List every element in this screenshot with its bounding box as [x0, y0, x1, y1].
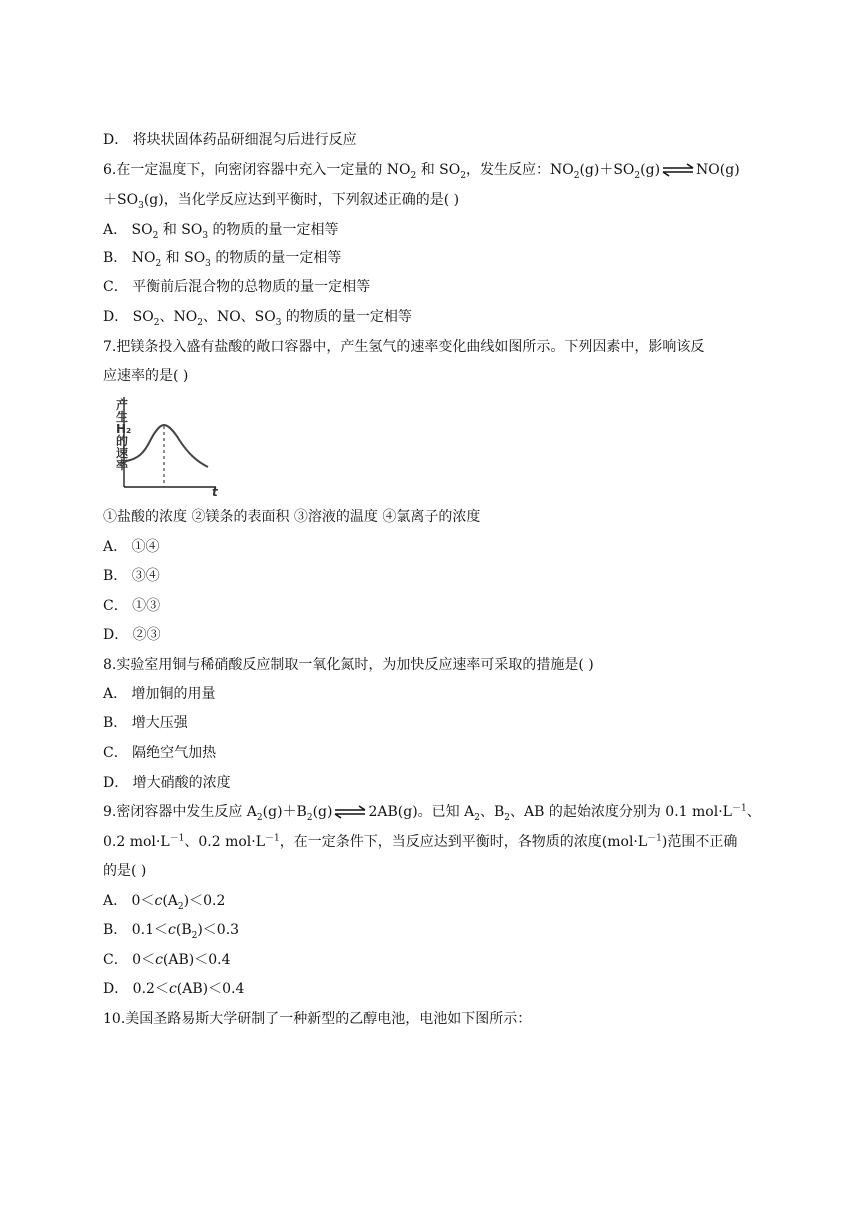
stem-text: (g) [640, 162, 661, 178]
stem-text: (g)＋SO [579, 162, 635, 178]
q8-option-b [103, 711, 800, 735]
option-text: )＜0.2 [183, 893, 226, 909]
stem-text: ，发生反应：NO [465, 162, 574, 178]
q9-stem-line3 [103, 859, 800, 883]
q9-option-d [103, 977, 800, 1001]
subscript: 3 [205, 258, 211, 269]
stem-text: 6.在一定温度下，向密闭容器中充入一定量的 NO [103, 162, 411, 178]
q6-stem-line2 [103, 188, 800, 212]
subscript: 3 [275, 317, 282, 328]
q8-option-c [103, 741, 800, 765]
stem-text: 10.美国圣路易斯大学研制了一种新型的乙醇电池，电池如下图所示： [103, 1011, 532, 1027]
stem-text: ，在一定条件下，当反应达到平衡时，各物质的浓度(mol·L [279, 834, 648, 850]
stem-text: (g)，当化学反应达到平衡时，下列叙述正确的是( ) [143, 192, 460, 208]
superscript: －1 [647, 833, 662, 844]
subscript: 2 [152, 230, 159, 241]
superscript: －1 [169, 833, 185, 844]
option-text: A． 0＜ [103, 893, 155, 909]
stem-text: 、 [746, 804, 761, 820]
q6-option-d [103, 305, 800, 329]
option-text: (AB)＜0.4 [176, 981, 245, 997]
rate-curve-figure [116, 395, 228, 501]
option-text: (B [175, 922, 192, 938]
option-text: 、NO [159, 309, 198, 325]
subscript: 2 [306, 812, 313, 823]
superscript: －1 [265, 833, 280, 844]
option-text: C． 平衡前后混合物的总物质的量一定相等 [103, 279, 371, 295]
option-text: 和 SO [158, 222, 203, 238]
q7-stem-line2 [103, 364, 800, 388]
stem-text: (g) [312, 804, 333, 820]
q9-stem-line1 [103, 800, 800, 824]
stem-text: 0.2 mol·L [103, 834, 170, 850]
option-text: 、NO、SO [202, 309, 276, 325]
q8-option-a [103, 682, 800, 706]
q7-option-d [103, 623, 800, 647]
concentration-symbol: c [154, 893, 163, 909]
stem-text: 、AB 的起始浓度分别为 0.1 mol·L [510, 804, 732, 820]
option-text: D． ②③ [103, 627, 161, 643]
stem-text: 、0.2 mol·L [184, 834, 266, 850]
option-text: 的物质的量一定相等 [281, 309, 412, 325]
option-text: D． SO [103, 309, 154, 325]
q7-factors [103, 505, 800, 529]
q7-option-a [103, 535, 800, 559]
q7-option-b [103, 564, 800, 588]
concentration-symbol: c [155, 952, 163, 968]
stem-text: ＋SO [103, 192, 139, 208]
stem-text: )范围不正确 [661, 834, 738, 850]
q9-option-b [103, 918, 800, 942]
option-text: A． ①④ [103, 539, 160, 555]
subscript: 2 [256, 812, 263, 823]
subscript: 2 [197, 317, 203, 328]
option-text: A． SO [103, 222, 153, 238]
concentration-symbol: c [168, 981, 177, 997]
q9-option-a [103, 889, 800, 913]
stem-text: 8.实验室用铜与稀硝酸反应制取一氧化氮时，为加快反应速率可采取的措施是( ) [103, 657, 594, 673]
subscript: 2 [410, 170, 417, 181]
q5-option-d [103, 128, 800, 152]
q6-option-a [103, 218, 800, 242]
q6-option-c [103, 275, 800, 299]
option-text: D． 0.2＜ [103, 981, 169, 997]
stem-text: (g)＋B [262, 804, 307, 820]
subscript: 2 [504, 812, 510, 823]
q10-stem [103, 1007, 800, 1031]
option-text: 的物质的量一定相等 [208, 222, 339, 238]
option-text: B． NO [103, 250, 156, 266]
q8-stem [103, 653, 800, 677]
stem-text: 、B [479, 804, 505, 820]
figure-x-axis-label: t [212, 485, 218, 499]
option-text: C． 0＜ [103, 952, 156, 968]
equilibrium-arrow-icon [333, 805, 367, 819]
option-text: B． ③④ [103, 568, 160, 584]
subscript: 2 [155, 258, 162, 269]
option-text: D． 将块状固体药品研细混匀后进行反应 [103, 132, 357, 148]
option-text: D． 增大硝酸的浓度 [103, 775, 231, 791]
q9-option-c [103, 948, 800, 972]
option-text: (A [162, 893, 178, 909]
factors-text: ①盐酸的浓度 ②镁条的表面积 ③溶液的温度 ④氯离子的浓度 [103, 509, 481, 525]
q7-stem-line1 [103, 335, 800, 359]
stem-text: 和 SO [416, 162, 461, 178]
subscript: 2 [177, 901, 184, 912]
option-text: B． 0.1＜ [103, 922, 169, 938]
stem-text: 7.把镁条投入盛有盐酸的敞口容器中，产生氢气的速率变化曲线如图所示。下列因素中，影响该反 [103, 339, 705, 355]
q7-option-c [103, 594, 800, 618]
q6-stem-line1 [103, 158, 800, 182]
subscript: 2 [573, 170, 580, 181]
stem-text: 的是( ) [103, 863, 147, 879]
stem-text: NO(g) [696, 162, 740, 178]
q6-option-b [103, 246, 800, 270]
option-text: 和 SO [161, 250, 206, 266]
option-text: B． 增大压强 [103, 715, 188, 731]
subscript: 3 [138, 200, 144, 211]
superscript: －1 [731, 803, 747, 814]
option-text: C． 隔绝空气加热 [103, 745, 217, 761]
concentration-symbol: c [168, 922, 176, 938]
subscript: 2 [474, 812, 480, 823]
subscript: 2 [634, 170, 641, 181]
option-text: )＜0.3 [197, 922, 240, 938]
equilibrium-arrow-icon [661, 163, 695, 177]
stem-text: 应速率的是( ) [103, 368, 189, 384]
figure-y-axis-label: 产生H₂的速率 [116, 398, 132, 472]
subscript: 2 [191, 930, 198, 941]
option-text: A． 增加铜的用量 [103, 686, 216, 702]
subscript: 2 [153, 317, 160, 328]
option-text: C． ①③ [103, 598, 161, 614]
subscript: 2 [460, 170, 466, 181]
q8-option-d [103, 771, 800, 795]
q9-stem-line2 [103, 830, 800, 854]
option-text: 的物质的量一定相等 [210, 250, 342, 266]
stem-text: 9.密闭容器中发生反应 A [103, 804, 257, 820]
stem-text: 2AB(g)。已知 A [368, 804, 475, 820]
subscript: 3 [202, 230, 209, 241]
option-text: (AB)＜0.4 [162, 952, 231, 968]
